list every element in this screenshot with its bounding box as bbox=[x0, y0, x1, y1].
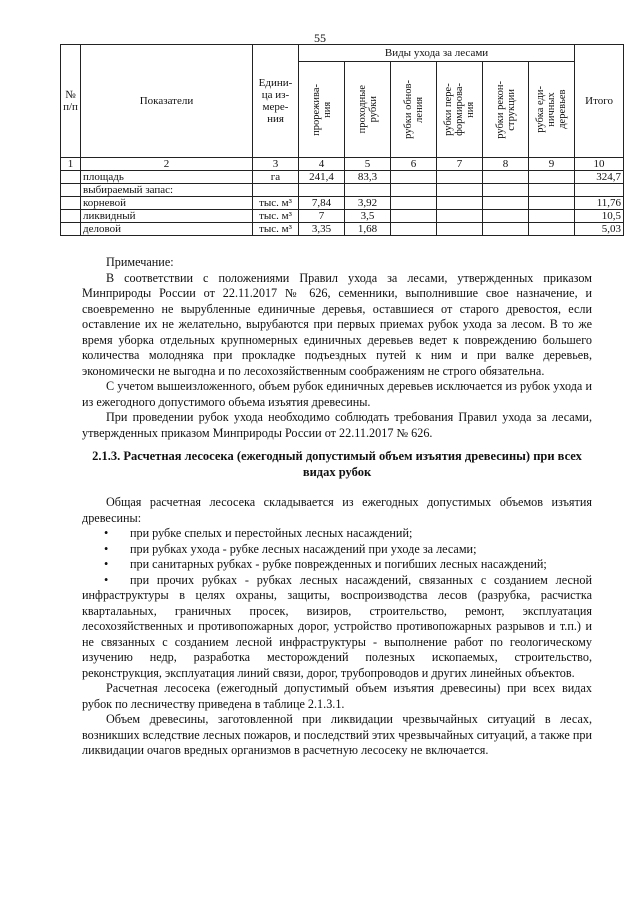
cutting-types-list bbox=[82, 526, 592, 573]
note-paragraph-2: С учетом вышеизложенного, объем рубок единичных деревьев исключается из рубок ухода и из ежегодного допустимого объема изъятия древесины. bbox=[82, 379, 592, 409]
type-header: рубки пере- формирова- ния bbox=[437, 62, 483, 158]
type-header: рубка еди- ничных деревьев bbox=[529, 62, 575, 158]
table-row: ликвидный тыс. м³ 7 3,5 10,5 bbox=[61, 210, 624, 223]
note-block bbox=[82, 255, 592, 441]
col-unit-header: Едини- ца из- мере- ния bbox=[253, 45, 299, 158]
col-total-header: Итого bbox=[575, 45, 624, 158]
table-row: выбираемый запас: bbox=[61, 184, 624, 197]
table-row: деловой тыс. м³ 3,35 1,68 5,03 bbox=[61, 223, 624, 236]
note-title: Примечание: bbox=[106, 255, 174, 269]
type-header: прорежива- ния bbox=[299, 62, 345, 158]
care-types-table bbox=[60, 44, 624, 236]
section-body bbox=[82, 495, 592, 759]
note-paragraph-3: При проведении рубок ухода необходимо соблюдать требования Правил ухода за лесами, утвержденных приказом Минприроды России от 22.11.2017 № 626. bbox=[82, 410, 592, 440]
type-header: рубки обнов- ления bbox=[391, 62, 437, 158]
table-row: корневой тыс. м³ 7,84 3,92 11,76 bbox=[61, 197, 624, 210]
section-title: 2.1.3. Расчетная лесосека (ежегодный допустимый объем изъятия древесины) при всех видах рубок bbox=[92, 449, 582, 479]
list-item-long: • при прочих рубках - рубках лесных насаждений, связанных с созданием лесной инфраструктуры в целях охраны, защиты, воспроизводства лесов (разрубка, расчистка кварталаьных, граничных просек, визиров, строительство, ремонт, эксплуатация лесохозяйственных и противопожарных дорог, устройство противопожарных разрывов и т.п.) и не связанных с созданием лесной инфраструктуры - выполнение работ по геологическому изучению недр, разработка месторождений полезных ископаемых, строительство, реконструкция, эксплуатация линий связи, дорог, трубопроводов и других линейных объектов. bbox=[82, 572, 592, 680]
col-num-header: № п/п bbox=[61, 45, 81, 158]
list-item: • при рубках ухода - рубке лесных насаждений при уходе за лесами; bbox=[104, 541, 477, 556]
group-header: Виды ухода за лесами bbox=[299, 45, 575, 62]
table-row: площадь га 241,4 83,3 324,7 bbox=[61, 171, 624, 184]
page-number: 55 bbox=[314, 31, 326, 45]
note-paragraph-1: В соответствии с положениями Правил ухода за лесами, утвержденных приказом Минприроды России от 22.11.2017 № 626, семенники, выполнившие свое назначение, и своевременно не вырубленные единичные деревья, оставшиеся от старого древостоя, если оставление их не желательно, вырубаются при первых приемах рубок ухода за лесом. В то же время уборка отдельных крупномерных единичных деревьев ведет к повреждению большего количества молодняка при прокладке подъездных путей к ним и при валке деревьев, экономически не выгодна и по лесохозяйственным соображениям не строго обязательна. bbox=[82, 270, 592, 378]
type-header: проходные рубки bbox=[345, 62, 391, 158]
final-paragraph: Объем древесины, заготовленной при ликвидации чрезвычайных ситуаций в лесах, возникших вследствие лесных пожаров, и последствий этих чрезвычайных ситуаций, а также при ликвидации очагов вредных организмов в расчетную лесосеку не включается. bbox=[82, 712, 592, 757]
section-heading-block bbox=[82, 448, 592, 480]
table-reference-paragraph: Расчетная лесосека (ежегодный допустимый объем изъятия древесины) при всех видах рубок по лесничеству приведена в таблице 2.1.3.1. bbox=[82, 681, 592, 711]
intro-paragraph: Общая расчетная лесосека складывается из ежегодных допустимых объемов изъятия древесины: bbox=[82, 495, 592, 525]
col-indicator-header: Показатели bbox=[81, 45, 253, 158]
list-item: • при рубке спелых и перестойных лесных насаждений; bbox=[104, 526, 413, 540]
column-numbers-row: 1 2 3 4 5 6 7 8 9 10 bbox=[61, 158, 624, 171]
type-header: рубки рекон- струкции bbox=[483, 62, 529, 158]
list-item: • при санитарных рубках - рубке поврежденных и погибших лесных насаждений; bbox=[104, 557, 547, 571]
